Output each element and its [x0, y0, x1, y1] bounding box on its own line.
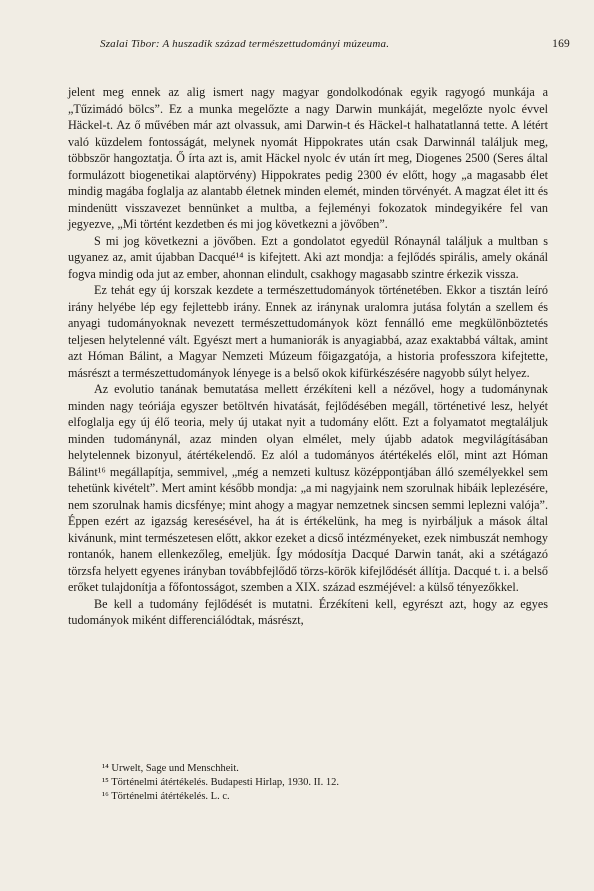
paragraph: jelent meg ennek az alig ismert nagy magyar gondolkodónak egyik ragyogó munkája a „Tűzimádó bölcs”. Ez a munka megelőzte a nagy Darwin munkáját, megelőzte nyolc évvel Häckel-t. Az ő művében már azt olvassuk, ami Darwin-t és Häckel-t halhatatlanná tette. A létért való küzdelem fontosságát, melynek nyomát Hippokrates után csak Darwinnál találjuk meg, többször hangoztatja. Ő írta azt is, amit Häckel nyolc év után írt meg, Diogenes 2500 (Seres által formulázott biogenetikai alaptörvény) Hippokrates pedig 2300 év előtt, hogy „a magasabb élet mindig magába foglalja az alantabb életnek minden elemét, minden törvényét. A magzat élet itt és mindenütt visszavezet bennünket a multba, a fejleményi fokozatok mindegyikére fel van jegyezve, „Mi történt kezdetben és mi jog következni a jövőben”.	[68, 85, 548, 231]
footnote: ¹⁵ Történelmi átértékelés. Budapesti Hirlap, 1930. II. 12.	[102, 777, 339, 788]
paragraph: Az evolutio tanának bemutatása mellett érzékíteni kell a nézővel, hogy a tudománynak minden nagy teóriája egyszer betöltvén hivatását, fejlődésében megáll, történetivé lesz, helyét elfoglalja egy új élő teoria, mely új utakat nyit a tudomány előtt. Ezt a folyamatot megtaláljuk minden tudománynál, azaz minden olyan elmélet, mely újabb adatok megvilágításában helytelennek bizonyul, átértékelendő. Ez alól a tudományos átértékelés elől, mint azt Hóman Bálint¹⁶ megállapítja, semmivel, „még a nemzeti kultusz középpontjában álló személyekkel sem tehetünk kivételt”. Mert amint később mondja: „a mi nagyjaink nem szorulnak hibáik leplezésére, nem szorulnak hamis dicsfénye; mint ahogy a magyar nemzetnek sincsen semmi leplezni valója”. Éppen ezért az igazság keresésével, ha át is értékelünk, ha meg is nyirbáljuk a mások által kivánunk, mint természetesen előtt, akkor ezeket a dicső intézményeket, ezek nimbuszát nemhogy rontanók, hanem ellenkezőleg, emeljük. Így módosítja Dacqué Darwin tanát, aki a szétágazó törzsfa helyett egyenes irányban továbbfejlődő törzs-körök kifejlődését állítja. Dacqué t. i. a belső erőket tulajdonítja a főfontosságot, szemben a XIX. század eszméjével: a külső tényezőkkel.	[68, 382, 548, 594]
footnotes	[68, 762, 548, 804]
paragraph: Ez tehát egy új korszak kezdete a természettudományok történetében. Ekkor a tisztán leíró irány helyébe lép egy fejlettebb irány. Ennek az iránynak uralomra jutása folytán a szellem és anyagi tudományoknak nevezett természettudományok közt fennálló eme megkülönböztetés teljesen helytelenné vált. Egyészt mert a humaniorák is anyagiabbá, azaz exaktabbá váltak, amint azt Hóman Bálint, a Magyar Nemzeti Múzeum főigazgatója, a historia professzora kifejtette, másrészt a természettudományok lényege is a belső okok kifürkészésére nagyobb súlyt helyez.	[68, 283, 548, 380]
running-header	[100, 38, 570, 50]
body-text	[68, 84, 548, 629]
page-number: 169	[552, 38, 570, 50]
footnote: ¹⁶ Történelmi átértékelés. L. c.	[102, 791, 230, 802]
paragraph: Be kell a tudomány fejlődését is mutatni. Érzékíteni kell, egyrészt azt, hogy az egyes tudományok miként differenciálódtak, másrészt,	[68, 596, 548, 627]
footnote: ¹⁴ Urwelt, Sage und Menschheit.	[102, 763, 239, 774]
running-title: Szalai Tibor: A huszadik század természettudományi múzeuma.	[100, 38, 390, 50]
paragraph: S mi jog következni a jövőben. Ezt a gondolatot egyedül Rónaynál találjuk a multban s ugyanez az, amit újabban Dacqué¹⁴ is kifejtett. Aki azt mondja: a fejlődés spirális, amely okánál fogva mindig oda jut az ember, ahonnan elindult, csakhogy magasabb szintre érkezik vissza.	[68, 233, 548, 281]
